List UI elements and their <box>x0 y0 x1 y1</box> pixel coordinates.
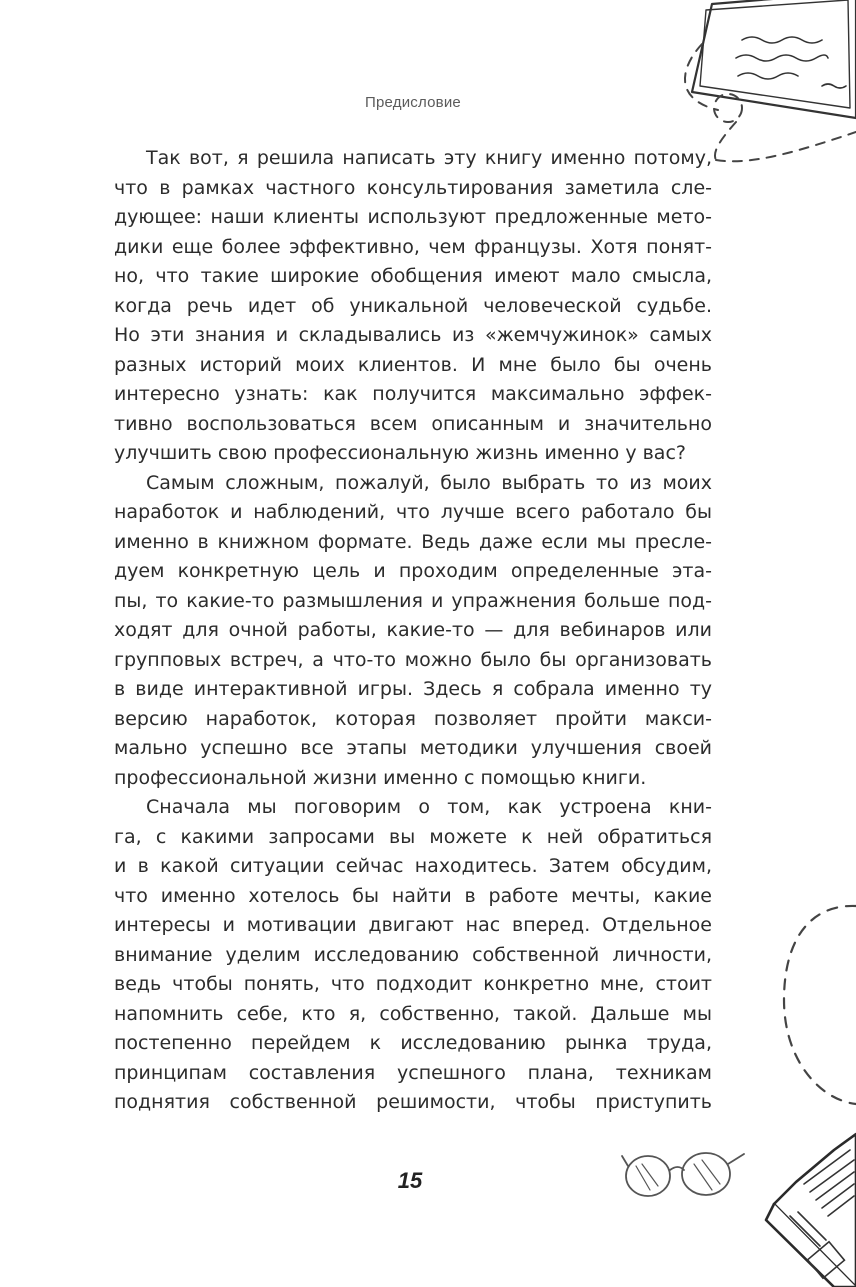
text-line: групповых встреч, а что-то можно было бы организовать <box>114 648 712 671</box>
text-line: постепенно перейдем к исследованию рынка труда, <box>114 1032 712 1054</box>
text-line: Сначала мы поговорим о том, как устроена кни- <box>146 796 712 818</box>
text-line: но, что такие широкие обобщения имеют мало смысла, <box>114 265 712 287</box>
dashed-circle-doodle <box>770 900 856 1110</box>
paragraph <box>114 469 712 794</box>
text-line: профессиональной жизни именно с помощью книги. <box>114 766 647 789</box>
text-line: дики еще более эффективно, чем французы. Хотя понят- <box>114 235 712 258</box>
text-line: улучшить свою профессиональную жизнь именно у вас? <box>114 442 686 464</box>
running-head: Предисловие <box>365 94 461 111</box>
text-line: мально успешно все этапы методики улучшения своей <box>114 737 712 759</box>
text-line: что именно хотелось бы найти в работе мечты, какие <box>114 884 712 907</box>
text-line: именно в книжном формате. Ведь даже если мы пресле- <box>114 530 712 553</box>
text-line: дуем конкретную цель и проходим определенные эта- <box>114 560 712 582</box>
text-line: га, с какими запросами вы можете к ней обратиться <box>114 825 712 848</box>
text-line: в виде интерактивной игры. Здесь я собрала именно ту <box>114 678 712 700</box>
text-line: когда речь идет об уникальной человеческой судьбе. <box>114 294 712 317</box>
text-line: тивно воспользоваться всем описанным и значительно <box>114 412 712 435</box>
text-line: дующее: наши клиенты используют предложенные мето- <box>114 206 712 228</box>
text-line: что в рамках частного консультирования заметила сле- <box>114 176 712 199</box>
page-number: 15 <box>397 1168 423 1193</box>
text-line: Но эти знания и складывались из «жемчужинок» самых <box>114 324 712 346</box>
text-line: Самым сложным, пожалуй, было выбрать то из моих <box>146 471 712 494</box>
text-line: Так вот, я решила написать эту книгу именно потому, <box>146 147 712 169</box>
text-line: поднятия собственной решимости, чтобы приступить <box>114 1091 712 1113</box>
text-line: ведь чтобы понять, что подходит конкретно мне, стоит <box>114 973 712 995</box>
text-line: ходят для очной работы, какие-то — для вебинаров или <box>114 619 712 641</box>
paragraph <box>114 793 712 1118</box>
text-line: напомнить себе, кто я, собственно, такой. Дальше мы <box>114 1002 712 1025</box>
text-line: версию наработок, которая позволяет пройти макси- <box>114 707 712 730</box>
open-book-doodle <box>730 1120 856 1287</box>
text-line: внимание уделим исследованию собственной личности, <box>114 943 712 966</box>
text-line: интересно узнать: как получится максимально эффек- <box>114 383 712 405</box>
text-line: интересы и мотивации двигают нас вперед. Отдельное <box>114 914 712 936</box>
body-text <box>114 144 712 1118</box>
text-line: разных историй моих клиентов. И мне было бы очень <box>114 353 712 376</box>
text-line: принципам составления успешного плана, техникам <box>114 1061 712 1084</box>
paragraph <box>114 144 712 469</box>
text-line: и в какой ситуации сейчас находитесь. Затем обсудим, <box>114 855 712 877</box>
text-line: наработок и наблюдений, что лучше всего работало бы <box>114 501 712 523</box>
text-line: пы, то какие-то размышления и упражнения больше под- <box>114 589 712 612</box>
